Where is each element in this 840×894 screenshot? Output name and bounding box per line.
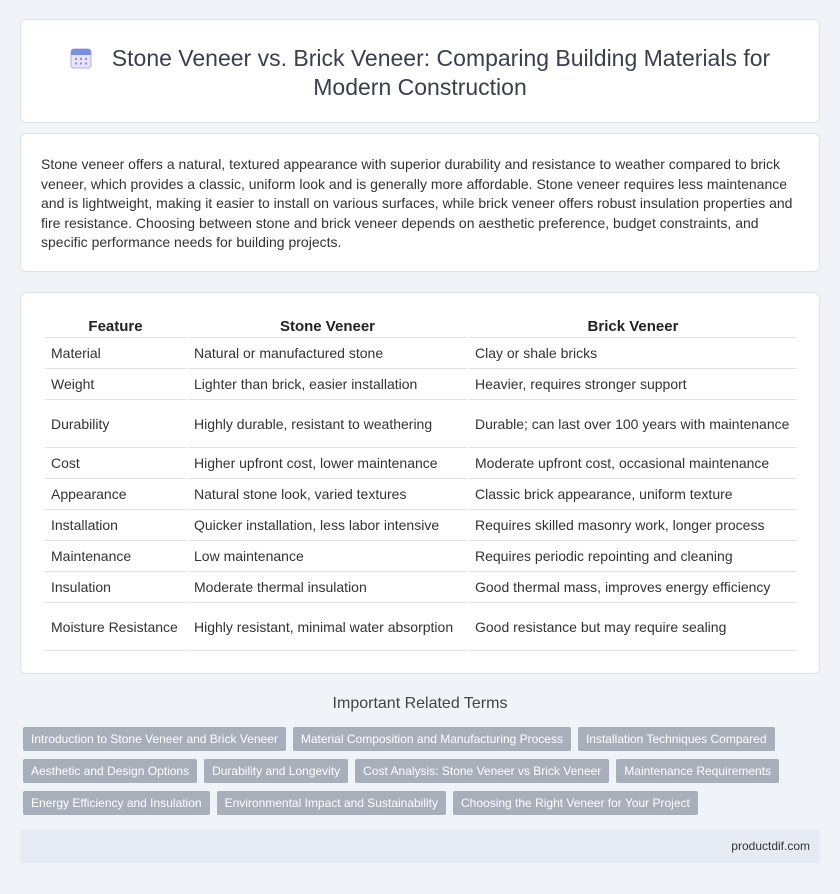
stone-cell: Moderate thermal insulation xyxy=(188,572,467,603)
stone-cell: Highly durable, resistant to weathering xyxy=(188,400,467,448)
stone-cell: Quicker installation, less labor intensive xyxy=(188,510,467,541)
stone-cell: Low maintenance xyxy=(188,541,467,572)
brick-cell: Clay or shale bricks xyxy=(469,338,797,369)
comparison-table-card xyxy=(20,292,820,674)
table-row xyxy=(45,479,797,510)
feature-cell: Cost xyxy=(45,448,186,479)
brick-cell: Requires periodic repointing and cleaning xyxy=(469,541,797,572)
brick-cell: Moderate upfront cost, occasional maintenance xyxy=(469,448,797,479)
table-row xyxy=(45,603,797,651)
related-term-tag[interactable]: Energy Efficiency and Insulation xyxy=(23,791,210,815)
feature-cell: Durability xyxy=(45,400,186,448)
header-card xyxy=(20,19,820,123)
feature-cell: Insulation xyxy=(45,572,186,603)
brick-cell: Good thermal mass, improves energy efficiency xyxy=(469,572,797,603)
table-row xyxy=(45,369,797,400)
table-row xyxy=(45,510,797,541)
table-row xyxy=(45,448,797,479)
feature-cell: Material xyxy=(45,338,186,369)
brick-cell: Requires skilled masonry work, longer process xyxy=(469,510,797,541)
footer-site-name[interactable]: productdif.com xyxy=(731,839,810,853)
table-row xyxy=(45,338,797,369)
feature-cell: Weight xyxy=(45,369,186,400)
feature-cell: Maintenance xyxy=(45,541,186,572)
related-term-tag[interactable]: Choosing the Right Veneer for Your Project xyxy=(453,791,698,815)
related-term-tag[interactable]: Cost Analysis: Stone Veneer vs Brick Veneer xyxy=(355,759,609,783)
brick-cell: Durable; can last over 100 years with maintenance xyxy=(469,400,797,448)
related-term-tag[interactable]: Maintenance Requirements xyxy=(616,759,779,783)
brick-cell: Heavier, requires stronger support xyxy=(469,369,797,400)
stone-cell: Lighter than brick, easier installation xyxy=(188,369,467,400)
calendar-icon xyxy=(70,47,92,69)
tag-row xyxy=(23,759,823,783)
tag-row xyxy=(23,727,823,751)
related-terms-title: Important Related Terms xyxy=(332,695,508,712)
comparison-table xyxy=(43,315,799,651)
table-row xyxy=(45,541,797,572)
tag-row xyxy=(23,791,823,815)
related-term-tag[interactable]: Durability and Longevity xyxy=(204,759,348,783)
feature-cell: Moisture Resistance xyxy=(45,603,186,651)
related-term-tag[interactable]: Introduction to Stone Veneer and Brick Veneer xyxy=(23,727,286,751)
related-term-tag[interactable]: Installation Techniques Compared xyxy=(578,727,775,751)
related-term-tag[interactable]: Aesthetic and Design Options xyxy=(23,759,197,783)
related-term-tag[interactable]: Environmental Impact and Sustainability xyxy=(217,791,446,815)
stone-cell: Natural stone look, varied textures xyxy=(188,479,467,510)
page-title: Stone Veneer vs. Brick Veneer: Comparing Building Materials for Modern Construction xyxy=(111,45,771,100)
header-brick-veneer: Brick Veneer xyxy=(469,315,797,338)
related-term-tag[interactable]: Material Composition and Manufacturing Process xyxy=(293,727,571,751)
feature-cell: Installation xyxy=(45,510,186,541)
summary-card xyxy=(20,133,820,272)
summary-text: Stone veneer offers a natural, textured appearance with superior durability and resistance to weather compared to brick veneer, which provides a classic, uniform look and is generally more affordable. Stone veneer requires less maintenance and is lightweight, making it easier to install on various surfaces, while brick veneer offers robust insulation properties and fire resistance. Choosing between stone and brick veneer depends on aesthetic preference, budget constraints, and specific performance needs for building projects. xyxy=(41,156,793,250)
footer-bar xyxy=(20,830,820,863)
page-title-row xyxy=(21,44,819,102)
table-row xyxy=(45,400,797,448)
stone-cell: Higher upfront cost, lower maintenance xyxy=(188,448,467,479)
table-row xyxy=(45,572,797,603)
stone-cell: Highly resistant, minimal water absorption xyxy=(188,603,467,651)
header-stone-veneer: Stone Veneer xyxy=(188,315,467,338)
feature-cell: Appearance xyxy=(45,479,186,510)
brick-cell: Good resistance but may require sealing xyxy=(469,603,797,651)
stone-cell: Natural or manufactured stone xyxy=(188,338,467,369)
table-header-row xyxy=(45,315,797,338)
header-feature: Feature xyxy=(45,315,186,338)
brick-cell: Classic brick appearance, uniform texture xyxy=(469,479,797,510)
related-terms-list xyxy=(23,727,823,823)
